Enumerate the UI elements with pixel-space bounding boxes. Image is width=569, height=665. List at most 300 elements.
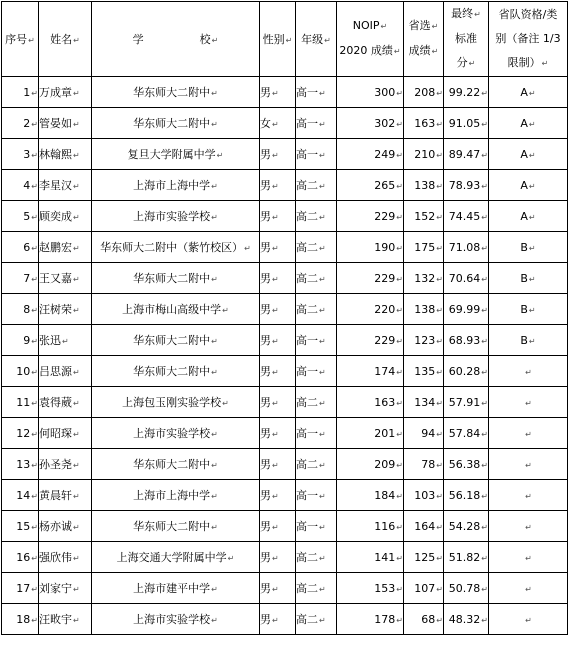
cell-prov-score-text: 94: [421, 426, 436, 440]
cell-final-score: [444, 542, 489, 573]
paragraph-mark: ↵: [73, 120, 80, 129]
paragraph-mark: ↵: [211, 461, 218, 470]
cell-final-score: [444, 573, 489, 604]
cell-noip-score-text: 229: [374, 271, 396, 285]
cell-name-text: 强欣伟: [39, 551, 72, 564]
cell-prov-score: [404, 77, 444, 108]
cell-grade: [296, 356, 337, 387]
paragraph-mark: ↵: [31, 119, 38, 129]
header-qualification: 省队资格/类 别（备注 1/3 限制）↵: [489, 2, 568, 77]
cell-prov-score: [404, 201, 444, 232]
paragraph-mark: ↵: [31, 181, 38, 191]
cell-final-score: [444, 263, 489, 294]
cell-qualification-text: A: [520, 116, 528, 130]
cell-school: [92, 232, 260, 263]
paragraph-mark: ↵: [272, 306, 279, 315]
cell-grade-text: 高二: [296, 303, 318, 316]
paragraph-mark: ↵: [272, 151, 279, 160]
cell-grade-text: 高一: [296, 489, 318, 502]
cell-final-score: [444, 294, 489, 325]
paragraph-mark: ↵: [31, 367, 38, 377]
paragraph-mark: ↵: [525, 429, 532, 439]
cell-prov-score-text: 138: [414, 178, 436, 192]
paragraph-mark: ↵: [396, 119, 403, 129]
paragraph-mark: ↵: [436, 398, 443, 408]
cell-noip-score-text: 201: [374, 426, 396, 440]
cell-final-score: [444, 108, 489, 139]
table-row: [2, 511, 568, 542]
cell-grade-text: 高二: [296, 272, 318, 285]
cell-noip-score-text: 190: [374, 240, 396, 254]
table-row: [2, 294, 568, 325]
paragraph-mark: ↵: [319, 275, 326, 284]
paragraph-mark: ↵: [525, 367, 532, 377]
paragraph-mark: ↵: [272, 89, 279, 98]
cell-prov-score: [404, 294, 444, 325]
paragraph-mark: ↵: [481, 522, 488, 532]
cell-noip-score: [337, 573, 404, 604]
cell-qualification: [489, 263, 568, 294]
cell-grade: [296, 511, 337, 542]
cell-gender-text: 男: [260, 148, 271, 161]
cell-prov-score: [404, 480, 444, 511]
paragraph-mark: ↵: [272, 120, 279, 129]
paragraph-mark: ↵: [481, 615, 488, 625]
paragraph-mark: ↵: [244, 244, 251, 253]
cell-no: [2, 604, 39, 635]
header-no: 序号↵: [2, 2, 39, 77]
paragraph-mark: ↵: [319, 213, 326, 222]
cell-school: [92, 108, 260, 139]
paragraph-mark: ↵: [528, 336, 536, 346]
cell-name-text: 万成章: [39, 86, 72, 99]
cell-noip-score-text: 184: [374, 488, 396, 502]
cell-grade: [296, 232, 337, 263]
cell-name: [39, 449, 92, 480]
cell-school-text: 上海市梅山高级中学: [122, 303, 222, 316]
paragraph-mark: ↵: [211, 492, 218, 501]
cell-name: [39, 201, 92, 232]
paragraph-mark: ↵: [525, 615, 532, 625]
cell-grade: [296, 604, 337, 635]
cell-final-score-text: 48.32: [448, 612, 481, 626]
paragraph-mark: ↵: [396, 274, 403, 284]
paragraph-mark: ↵: [436, 584, 443, 594]
cell-final-score-text: 60.28: [448, 364, 481, 378]
cell-name: [39, 263, 92, 294]
cell-qualification-text: B: [520, 271, 528, 285]
cell-gender-text: 男: [260, 427, 271, 440]
paragraph-mark: ↵: [528, 119, 536, 129]
cell-final-score-text: 78.93: [448, 178, 481, 192]
cell-prov-score: [404, 418, 444, 449]
cell-qualification-text: B: [520, 302, 528, 316]
cell-final-score-text: 69.99: [448, 302, 481, 316]
cell-school-text: 华东师大二附中: [133, 86, 211, 99]
cell-gender: [260, 232, 296, 263]
cell-name: [39, 480, 92, 511]
cell-school-text: 上海市实验学校: [133, 427, 211, 440]
cell-prov-score-text: 68: [421, 612, 436, 626]
cell-qualification: [489, 170, 568, 201]
cell-qualification-text: B: [520, 333, 528, 347]
cell-name-text: 黄晨轩: [39, 489, 72, 502]
paragraph-mark: ↵: [73, 368, 80, 377]
paragraph-mark: ↵: [31, 336, 38, 346]
cell-prov-score-text: 208: [414, 85, 436, 99]
paragraph-mark: ↵: [481, 367, 488, 377]
cell-name: [39, 604, 92, 635]
cell-no-text: 2: [23, 116, 31, 130]
cell-school: [92, 139, 260, 170]
cell-name-text: 赵鹏宏: [39, 241, 72, 254]
cell-prov-score-text: 135: [414, 364, 436, 378]
paragraph-mark: ↵: [481, 119, 488, 129]
paragraph-mark: ↵: [481, 429, 488, 439]
cell-name-text: 刘家宁: [39, 582, 72, 595]
cell-gender: [260, 201, 296, 232]
cell-school-text: 上海市上海中学: [133, 489, 211, 502]
header-grade: 年级↵: [296, 2, 337, 77]
cell-no: [2, 325, 39, 356]
cell-grade-text: 高二: [296, 210, 318, 223]
paragraph-mark: ↵: [319, 523, 326, 532]
table-row: [2, 263, 568, 294]
paragraph-mark: ↵: [216, 151, 224, 160]
cell-school-text: 上海市实验学校: [133, 613, 211, 626]
cell-gender-text: 男: [260, 489, 271, 502]
table-row: [2, 604, 568, 635]
paragraph-mark: ↵: [73, 616, 80, 625]
cell-noip-score: [337, 449, 404, 480]
cell-gender: [260, 449, 296, 480]
paragraph-mark: ↵: [481, 460, 488, 470]
paragraph-mark: ↵: [319, 120, 326, 129]
paragraph-mark: ↵: [525, 522, 532, 532]
cell-qualification: [489, 573, 568, 604]
header-prov: 省选↵ 成绩↵: [404, 2, 444, 77]
cell-grade: [296, 480, 337, 511]
paragraph-mark: ↵: [525, 398, 532, 408]
cell-noip-score-text: 116: [374, 519, 396, 533]
paragraph-mark: ↵: [319, 244, 326, 253]
cell-prov-score-text: 164: [414, 519, 436, 533]
cell-final-score-text: 57.91: [448, 395, 481, 409]
cell-grade: [296, 170, 337, 201]
cell-final-score: [444, 232, 489, 263]
paragraph-mark: ↵: [211, 368, 218, 377]
paragraph-mark: ↵: [211, 616, 218, 625]
paragraph-mark: ↵: [272, 337, 279, 346]
cell-gender-text: 男: [260, 396, 271, 409]
paragraph-mark: ↵: [31, 615, 38, 625]
cell-no-text: 1: [23, 85, 31, 99]
cell-final-score-text: 56.38: [448, 457, 481, 471]
cell-noip-score-text: 153: [374, 581, 396, 595]
cell-gender-text: 男: [260, 551, 271, 564]
cell-gender-text: 男: [260, 241, 271, 254]
cell-noip-score: [337, 294, 404, 325]
cell-noip-score: [337, 511, 404, 542]
cell-prov-score-text: 103: [414, 488, 436, 502]
cell-name: [39, 325, 92, 356]
paragraph-mark: ↵: [436, 553, 443, 563]
cell-gender: [260, 542, 296, 573]
cell-name-text: 管晏如: [39, 117, 72, 130]
cell-school: [92, 356, 260, 387]
cell-gender-text: 男: [260, 365, 271, 378]
cell-no-text: 11: [16, 395, 31, 409]
cell-qualification: [489, 139, 568, 170]
table-row: [2, 356, 568, 387]
cell-gender: [260, 294, 296, 325]
cell-noip-score: [337, 201, 404, 232]
cell-grade-text: 高一: [296, 148, 318, 161]
cell-grade-text: 高二: [296, 551, 318, 564]
cell-name: [39, 573, 92, 604]
cell-name: [39, 232, 92, 263]
paragraph-mark: ↵: [396, 460, 403, 470]
cell-grade-text: 高一: [296, 365, 318, 378]
cell-grade-text: 高二: [296, 582, 318, 595]
paragraph-mark: ↵: [396, 336, 403, 346]
cell-noip-score: [337, 170, 404, 201]
cell-school-text: 复旦大学附属中学: [127, 148, 216, 161]
cell-noip-score: [337, 604, 404, 635]
paragraph-mark: ↵: [211, 337, 218, 346]
paragraph-mark: ↵: [272, 492, 279, 501]
paragraph-mark: ↵: [319, 89, 326, 98]
cell-school: [92, 604, 260, 635]
cell-noip-score-text: 174: [374, 364, 396, 378]
cell-grade: [296, 108, 337, 139]
cell-grade: [296, 573, 337, 604]
cell-no: [2, 294, 39, 325]
cell-no-text: 6: [23, 240, 31, 254]
paragraph-mark: ↵: [31, 150, 38, 160]
cell-name: [39, 418, 92, 449]
cell-qualification: [489, 387, 568, 418]
cell-final-score-text: 89.47: [448, 147, 481, 161]
cell-school: [92, 294, 260, 325]
paragraph-mark: ↵: [73, 585, 80, 594]
cell-name-text: 何昭琛: [39, 427, 72, 440]
cell-qualification: [489, 356, 568, 387]
cell-qualification-text: A: [520, 147, 528, 161]
cell-no-text: 10: [16, 364, 31, 378]
cell-final-score: [444, 170, 489, 201]
cell-grade: [296, 77, 337, 108]
paragraph-mark: ↵: [272, 244, 279, 253]
cell-noip-score: [337, 139, 404, 170]
cell-noip-score: [337, 263, 404, 294]
paragraph-mark: ↵: [73, 461, 80, 470]
cell-gender-text: 男: [260, 86, 271, 99]
cell-prov-score-text: 125: [414, 550, 436, 564]
cell-final-score-text: 91.05: [448, 116, 481, 130]
paragraph-mark: ↵: [73, 492, 80, 501]
cell-final-score-text: 50.78: [448, 581, 481, 595]
cell-prov-score: [404, 263, 444, 294]
table-row: [2, 387, 568, 418]
paragraph-mark: ↵: [272, 399, 279, 408]
paragraph-mark: ↵: [436, 119, 443, 129]
cell-noip-score-text: 229: [374, 333, 396, 347]
paragraph-mark: ↵: [525, 491, 532, 501]
paragraph-mark: ↵: [481, 181, 488, 191]
paragraph-mark: ↵: [436, 615, 443, 625]
table-row: [2, 108, 568, 139]
cell-no-text: 14: [16, 488, 31, 502]
paragraph-mark: ↵: [525, 584, 532, 594]
cell-final-score: [444, 604, 489, 635]
cell-prov-score: [404, 449, 444, 480]
paragraph-mark: ↵: [528, 243, 536, 253]
paragraph-mark: ↵: [319, 430, 326, 439]
cell-qualification: [489, 108, 568, 139]
cell-school-text: 华东师大二附中: [133, 520, 211, 533]
paragraph-mark: ↵: [436, 460, 443, 470]
table-row: [2, 77, 568, 108]
paragraph-mark: ↵: [31, 398, 38, 408]
cell-no-text: 13: [16, 457, 31, 471]
cell-school-text: 华东师大二附中（紫竹校区）: [100, 241, 244, 254]
cell-no: [2, 170, 39, 201]
paragraph-mark: ↵: [436, 491, 443, 501]
paragraph-mark: ↵: [222, 399, 229, 408]
paragraph-mark: ↵: [481, 274, 488, 284]
paragraph-mark: ↵: [525, 553, 532, 563]
cell-gender: [260, 604, 296, 635]
table-row: [2, 480, 568, 511]
paragraph-mark: ↵: [319, 306, 326, 315]
cell-gender: [260, 356, 296, 387]
cell-school: [92, 449, 260, 480]
paragraph-mark: ↵: [31, 274, 38, 284]
cell-gender-text: 男: [260, 210, 271, 223]
paragraph-mark: ↵: [396, 367, 403, 377]
cell-gender-text: 女: [260, 117, 271, 130]
cell-school: [92, 170, 260, 201]
cell-no-text: 9: [23, 333, 31, 347]
cell-no: [2, 108, 39, 139]
cell-final-score: [444, 387, 489, 418]
cell-noip-score: [337, 387, 404, 418]
paragraph-mark: ↵: [525, 460, 532, 470]
cell-school: [92, 511, 260, 542]
paragraph-mark: ↵: [31, 584, 38, 594]
table-row: [2, 542, 568, 573]
cell-name-text: 汪畋宇: [39, 613, 72, 626]
cell-grade-text: 高二: [296, 613, 318, 626]
cell-qualification: [489, 511, 568, 542]
cell-grade-text: 高一: [296, 520, 318, 533]
cell-prov-score-text: 123: [414, 333, 436, 347]
cell-no: [2, 356, 39, 387]
cell-no: [2, 449, 39, 480]
table-row: [2, 418, 568, 449]
paragraph-mark: ↵: [73, 182, 80, 191]
paragraph-mark: ↵: [31, 460, 38, 470]
cell-no: [2, 77, 39, 108]
table-row: [2, 573, 568, 604]
cell-school-text: 华东师大二附中: [133, 458, 211, 471]
cell-final-score-text: 99.22: [448, 85, 481, 99]
cell-prov-score: [404, 511, 444, 542]
paragraph-mark: ↵: [73, 306, 80, 315]
paragraph-mark: ↵: [436, 181, 443, 191]
cell-qualification-text: A: [520, 209, 528, 223]
cell-school: [92, 325, 260, 356]
paragraph-mark: ↵: [481, 305, 488, 315]
cell-name-text: 李星汉: [39, 179, 72, 192]
paragraph-mark: ↵: [396, 584, 403, 594]
cell-grade-text: 高一: [296, 334, 318, 347]
cell-qualification: [489, 294, 568, 325]
cell-final-score: [444, 511, 489, 542]
cell-school-text: 上海交通大学附属中学: [116, 551, 227, 564]
cell-noip-score-text: 209: [374, 457, 396, 471]
paragraph-mark: ↵: [211, 182, 218, 191]
paragraph-mark: ↵: [73, 430, 80, 439]
paragraph-mark: ↵: [73, 89, 80, 98]
paragraph-mark: ↵: [31, 88, 38, 98]
paragraph-mark: ↵: [436, 243, 443, 253]
cell-name-text: 杨亦诚: [39, 520, 72, 533]
cell-school-text: 上海包玉刚实验学校: [122, 396, 222, 409]
cell-no-text: 5: [23, 209, 31, 223]
paragraph-mark: ↵: [436, 305, 443, 315]
table-row: [2, 232, 568, 263]
cell-school-text: 上海市实验学校: [133, 210, 211, 223]
cell-school-text: 华东师大二附中: [133, 272, 211, 285]
paragraph-mark: ↵: [319, 492, 326, 501]
paragraph-mark: ↵: [222, 306, 229, 315]
paragraph-mark: ↵: [211, 430, 218, 439]
score-table: [1, 1, 568, 635]
cell-name-text: 吕思源: [39, 365, 72, 378]
paragraph-mark: ↵: [319, 399, 326, 408]
cell-school-text: 上海市建平中学: [133, 582, 211, 595]
cell-gender-text: 男: [260, 334, 271, 347]
cell-prov-score-text: 132: [414, 271, 436, 285]
header-school: 学 校↵: [92, 2, 260, 77]
cell-gender-text: 男: [260, 520, 271, 533]
header-noip: NOIP↵ 2020 成绩↵: [337, 2, 404, 77]
cell-grade-text: 高二: [296, 241, 318, 254]
paragraph-mark: ↵: [481, 584, 488, 594]
cell-gender: [260, 573, 296, 604]
cell-prov-score: [404, 325, 444, 356]
cell-qualification-text: A: [520, 85, 528, 99]
cell-final-score: [444, 418, 489, 449]
cell-prov-score-text: 138: [414, 302, 436, 316]
cell-qualification: [489, 201, 568, 232]
cell-noip-score-text: 229: [374, 209, 396, 223]
cell-qualification-text: A: [520, 178, 528, 192]
cell-school-text: 华东师大二附中: [133, 117, 211, 130]
cell-no-text: 7: [23, 271, 31, 285]
paragraph-mark: ↵: [272, 523, 279, 532]
cell-no-text: 12: [16, 426, 31, 440]
paragraph-mark: ↵: [31, 553, 38, 563]
cell-final-score-text: 57.84: [448, 426, 481, 440]
cell-prov-score-text: 163: [414, 116, 436, 130]
cell-gender: [260, 139, 296, 170]
cell-grade: [296, 387, 337, 418]
cell-no: [2, 480, 39, 511]
cell-school-text: 上海市上海中学: [133, 179, 211, 192]
